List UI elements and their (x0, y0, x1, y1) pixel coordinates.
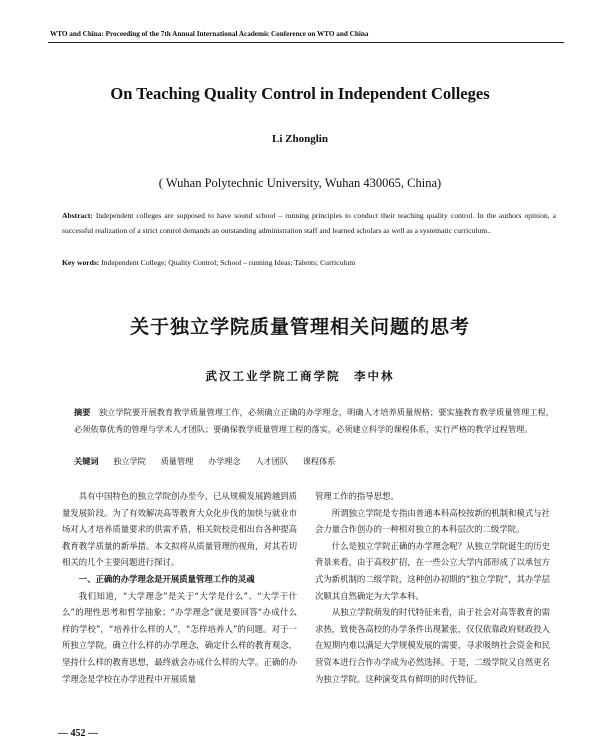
body-paragraph: 具有中国特色的独立学院创办至今，已从规模发展跨越到质量发展阶段。为了有效解决高等教育大众化步伐的加快与就业市场对人才培养质量要求的供需矛盾，相关院校竞相出台各种提高教育教学质量的新举措。本文拟将从质量管理的视角，对其若切相关的几个主要问题进行探讨。 (62, 491, 297, 568)
body-paragraph-continued: 管理工作的指导思想。 (315, 491, 399, 501)
chinese-abstract (74, 404, 554, 438)
cn-keyword: 质量管理 (160, 456, 194, 466)
body-left-column (62, 488, 297, 687)
english-affiliation: ( Wuhan Polytechnic University, Wuhan 430065, China) (158, 176, 442, 190)
running-header: WTO and China: Proceeding of the 7th Annual International Academic Conference on WTO and China (50, 30, 369, 38)
body-paragraph: 从独立学院萌发的时代特征来看，由于社会对高等教育的需求热，致使各高校的办学条件出现紧张，仅仅依靠政府财政投入在短期内难以满足大学规模发展的需要，寻求吸纳社会资金和民营资本进行合作办学成为必然选择。于是，二级学院又自然更名为独立学院。这种演变具有鲜明的时代特征。 (315, 607, 550, 684)
section-heading: 一、正确的办学理念是开展质量管理工作的灵魂 (78, 573, 255, 584)
cn-keyword: 人才团队 (255, 456, 289, 466)
body-paragraph: 我们知道，“大学理念”是关于“大学是什么”、“大学干什么”的理性思考和哲学抽象；“办学理念”就是要回答“办成什么样的学校”，“培养什么样的人”，“怎样培养人”的问题。对于一所独立学院，确立什么样的办学理念，确定什么样的教育观念，坚持什么样的教育思想，最终就会办成什么样的大学。正确的办学理念是学校在办学进程中开展质量 (62, 590, 297, 684)
chinese-keywords (74, 456, 554, 467)
english-author: Li Zhonglin (272, 133, 328, 145)
cn-keyword: 独立学院 (113, 456, 146, 466)
body-paragraph: 什么是独立学院正确的办学理念呢？从独立学院诞生的历史背景来看，由于高校扩招，在一些公立大学内部形成了以承包方式为新机制的二级学院，这种创办初期的“独立学院”，其办学层次顺其自然确定为大学本科。 (315, 540, 550, 601)
cn-keyword: 办学理念 (207, 456, 241, 466)
abstract-label: Abstract: (62, 211, 93, 220)
page-number: — 452 — (58, 728, 98, 739)
abstract-text: Independent colleges are supposed to have sound school – running principles to conduct their teaching quality control. In the authors opinion, a successful realization of a strict control demands an outstanding administration staff and learned scholars as well as a systematic curriculum.. (62, 211, 556, 235)
cn-abstract-label: 摘要 (74, 407, 91, 417)
chinese-title: 关于独立学院质量管理相关问题的思考 (129, 316, 470, 338)
header-rule (48, 42, 564, 43)
english-keywords (62, 258, 556, 267)
keywords-label: Key words: (62, 258, 100, 267)
english-abstract (62, 208, 556, 238)
cn-keyword: 课程体系 (302, 456, 336, 466)
chinese-author: 武汉工业学院工商学院 李中林 (205, 369, 395, 383)
body-paragraph: 所谓独立学院是专指由普通本科高校按新的机制和模式与社会力量合作创办的一种相对独立的本科层次的二级学院。 (315, 507, 550, 535)
keywords-text: Independent College; Quality Control; School – running Ideas; Talents; Curriculum (99, 258, 356, 267)
cn-keywords-label: 关键词 (74, 456, 99, 466)
cn-abstract-text: 独立学院要开展教育教学质量管理工作，必须确立正确的办学理念，明确人才培养质量规格；要实施教育教学质量管理工程，必须依靠优秀的管理与学术人才团队；要确保教学质量管理工程的落实，必须建立科学的课程体系，实行严格的教学过程管理。 (74, 407, 554, 434)
body-right-column (315, 488, 550, 687)
english-title: On Teaching Quality Control in Independent Colleges (110, 84, 490, 103)
